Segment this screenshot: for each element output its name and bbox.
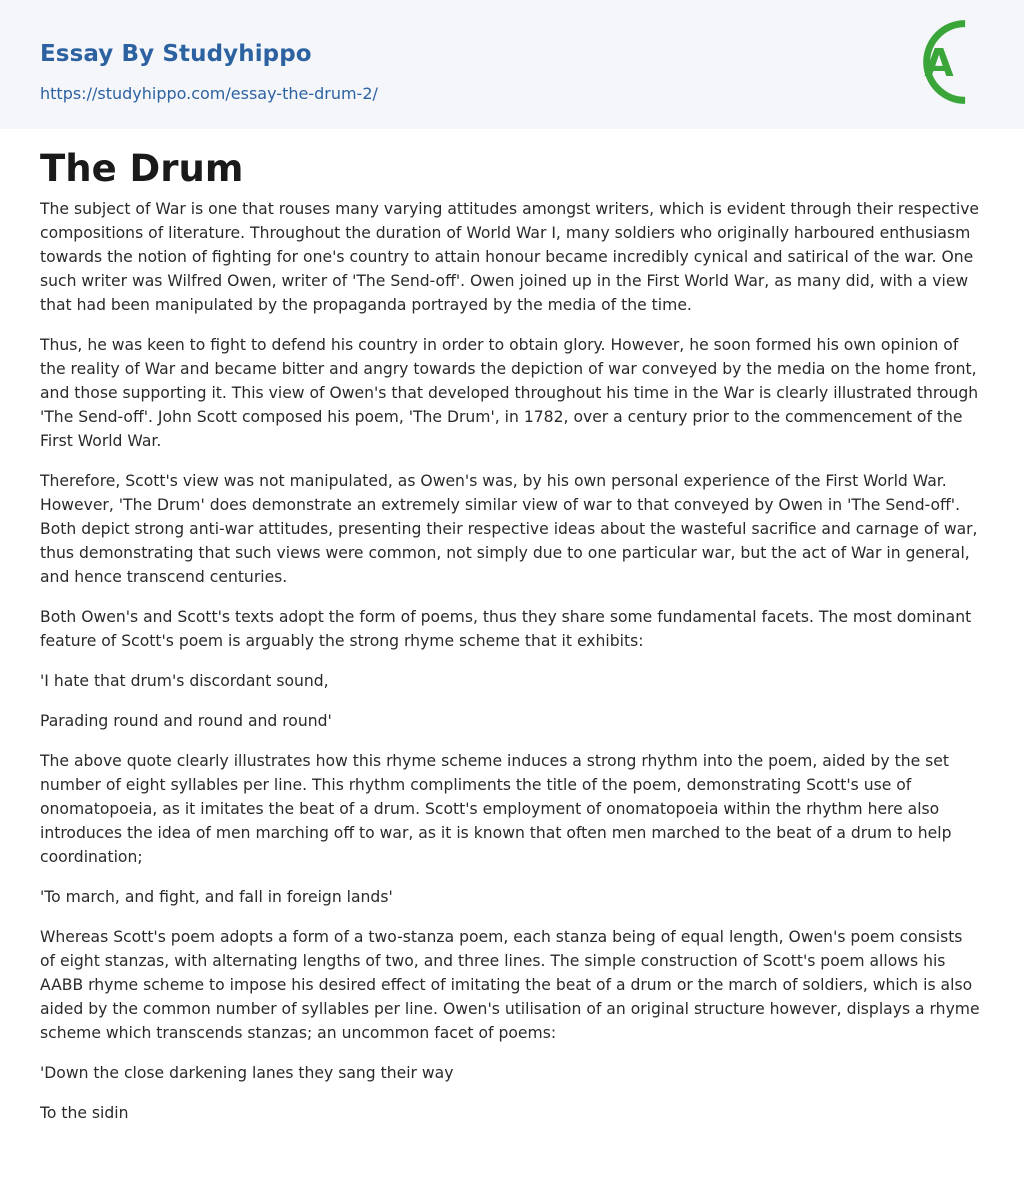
truncated-text: To the sidin	[40, 1104, 129, 1122]
poem-quote-line: 'I hate that drum's discordant sound,	[40, 672, 329, 690]
poem-quote-line: 'To march, and fight, and fall in foreign lands'	[40, 888, 393, 906]
paragraph: The above quote clearly illustrates how this rhyme scheme induces a strong rhythm into the poem, aided by the set number of eight syllables per line. This rhythm compliments the title of the poem, demonstrating Scott's use of onomatopoeia, as it imitates the beat of a drum. Scott's employment of onomatopoeia within the rhythm here also introduces the idea of men marching off to war, as it is known that often men marched to the beat of a drum to help coordination;	[40, 752, 952, 866]
studyhippo-logo-icon[interactable]	[912, 18, 986, 106]
site-header	[0, 0, 1024, 129]
poem-quote-line: 'Down the close darkening lanes they sang their way	[40, 1064, 454, 1082]
site-brand[interactable]: Essay By Studyhippo	[40, 41, 312, 67]
article-content	[0, 129, 1024, 1125]
poem-quote-line: Parading round and round and round'	[40, 712, 332, 730]
logo-letter: A	[924, 41, 954, 85]
paragraph: The subject of War is one that rouses many varying attitudes amongst writers, which is evident through their respective compositions of literature. Throughout the duration of World War I, many soldiers who originally harboured enthusiasm towards the notion of fighting for one's country to attain honour became incredibly cynical and satirical of the war. One such writer was Wilfred Owen, writer of 'The Send-off'. Owen joined up in the First World War, as many did, with a view that had been manipulated by the propaganda portrayed by the media of the time.	[40, 200, 980, 314]
paragraph: Thus, he was keen to fight to defend his country in order to obtain glory. However, he soon formed his own opinion of the reality of War and became bitter and angry towards the depiction of war conveyed by the media on the home front, and those supporting it. This view of Owen's that developed throughout his time in the War is clearly illustrated through 'The Send-off'. John Scott composed his poem, 'The Drum', in 1782, over a century prior to the commencement of the First World War.	[40, 336, 979, 450]
paragraph: Whereas Scott's poem adopts a form of a two-stanza poem, each stanza being of equal length, Owen's poem consists of eight stanzas, with alternating lengths of two, and three lines. The simple construction of Scott's poem allows his AABB rhyme scheme to impose his desired effect of imitating the beat of a drum or the march of soldiers, which is also aided by the common number of syllables per line. Owen's utilisation of an original structure however, displays a rhyme scheme which transcends stanzas; an uncommon facet of poems:	[40, 928, 980, 1042]
paragraph: Both Owen's and Scott's texts adopt the form of poems, thus they share some fundamental facets. The most dominant feature of Scott's poem is arguably the strong rhyme scheme that it exhibits:	[40, 608, 972, 650]
paragraph: Therefore, Scott's view was not manipulated, as Owen's was, by his own personal experience of the First World War. However, 'The Drum' does demonstrate an extremely similar view of war to that conveyed by Owen in 'The Send-off'. Both depict strong anti-war attitudes, presenting their respective ideas about the wasteful sacrifice and carnage of war, thus demonstrating that such views were common, not simply due to one particular war, but the act of War in general, and hence transcend centuries.	[40, 472, 978, 586]
essay-url-link[interactable]: https://studyhippo.com/essay-the-drum-2/	[40, 84, 378, 103]
page-title: The Drum	[40, 147, 244, 190]
